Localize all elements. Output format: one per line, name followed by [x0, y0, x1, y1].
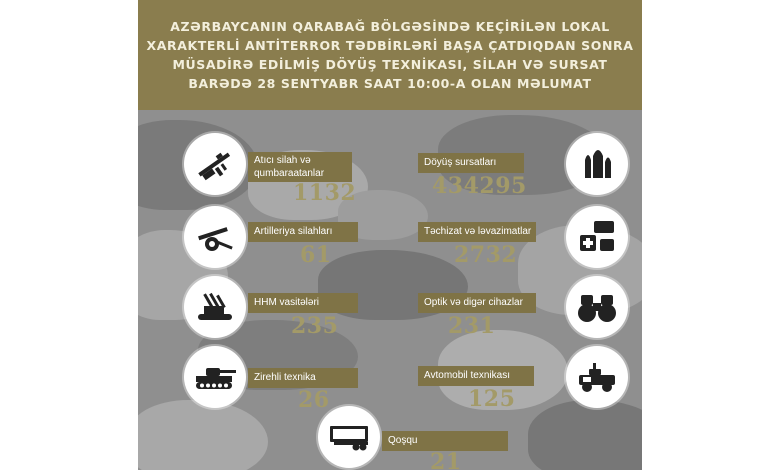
- vehicles-value: 125: [468, 386, 516, 412]
- header-line: AZƏRBAYCANIN QARABAĞ BÖLGƏSİNDƏ KEÇİRİLƏN LOKAL: [170, 19, 610, 34]
- air-defense-value: 235: [291, 313, 339, 339]
- small-arms-label: [248, 152, 352, 182]
- header-line: BARƏDƏ 28 SENTYABR SAAT 10:00-A OLAN MƏLUMAT: [188, 76, 592, 91]
- ammo-label: Döyüş sursatları: [418, 153, 524, 173]
- supplies-icon: [566, 206, 628, 268]
- infographic-header: [138, 0, 642, 110]
- small-arms-label-line: qumbaraatanlar: [254, 168, 325, 179]
- camo-blob: [138, 400, 268, 470]
- small-arms-label-line: Atıcı silah və: [254, 155, 311, 166]
- trailers-label: Qoşqu: [382, 431, 508, 451]
- header-line: XARAKTERLİ ANTİTERROR TƏDBİRLƏRİ BAŞA ÇATDIQDAN SONRA: [146, 38, 634, 53]
- vehicles-label: Avtomobil texnikası: [418, 366, 534, 386]
- howitzer-icon: [184, 206, 246, 268]
- equipment-label: Təchizat və ləvazimatlar: [418, 222, 536, 242]
- trailer-icon: [318, 406, 380, 468]
- air-defense-label: HHM vasitələri: [248, 293, 358, 313]
- camo-blob: [528, 400, 642, 470]
- infographic-poster: [138, 0, 642, 470]
- armored-value: 26: [298, 387, 330, 413]
- optics-value: 231: [448, 313, 496, 339]
- binoculars-icon: [566, 276, 628, 338]
- equipment-value: 2732: [454, 242, 518, 268]
- rifle-icon: [184, 133, 246, 195]
- ammo-value: 434295: [432, 173, 527, 199]
- armored-car-icon: [566, 346, 628, 408]
- ammunition-icon: [566, 133, 628, 195]
- artillery-value: 61: [300, 242, 332, 268]
- trailers-value: 21: [430, 449, 462, 470]
- header-line: MÜSADİRƏ EDİLMİŞ DÖYÜŞ TEXNİKASI, SİLAH VƏ SURSAT: [172, 57, 608, 72]
- tank-icon: [184, 346, 246, 408]
- artillery-label: Artilleriya silahları: [248, 222, 358, 242]
- optics-label: Optik və digər cihazlar: [418, 293, 536, 313]
- armored-label: Zirehli texnika: [248, 368, 358, 388]
- anti-aircraft-icon: [184, 276, 246, 338]
- small-arms-value: 1132: [293, 180, 357, 206]
